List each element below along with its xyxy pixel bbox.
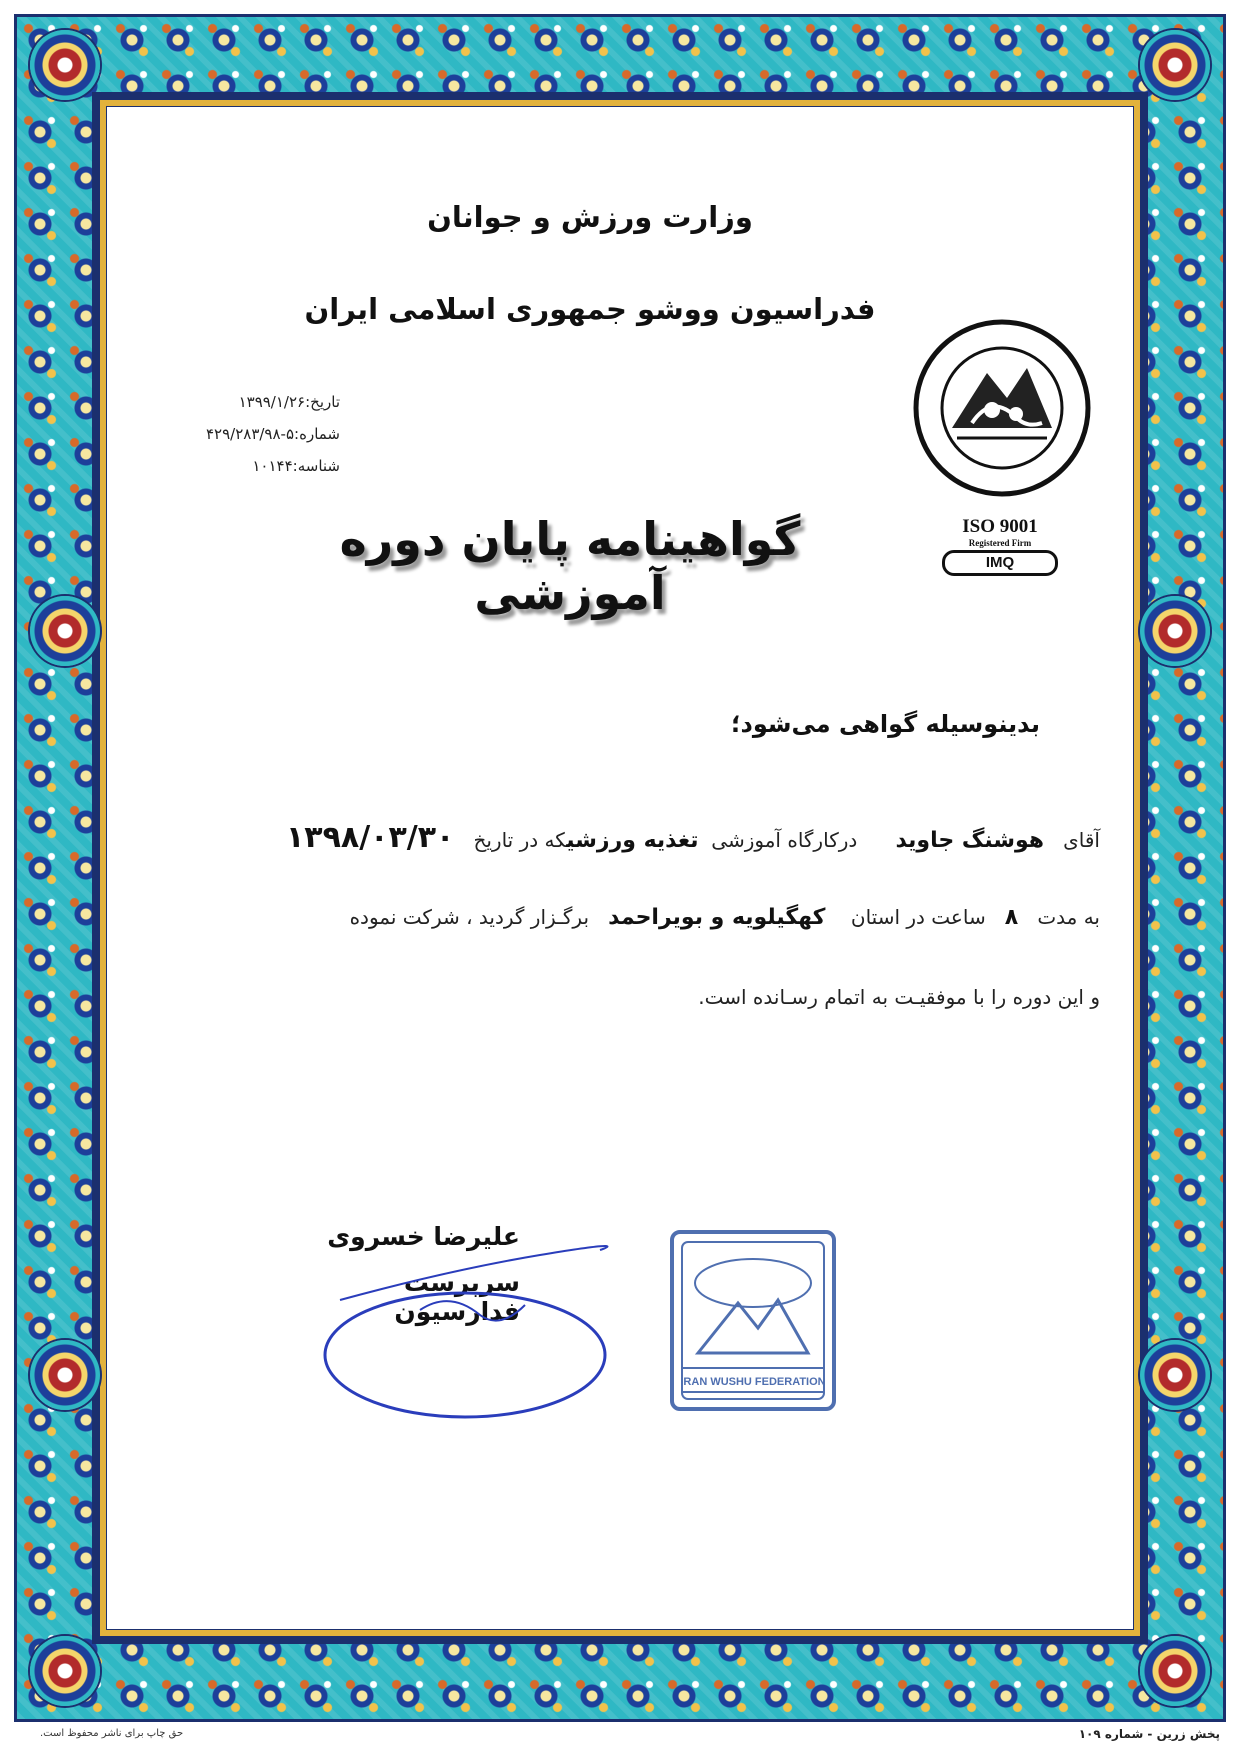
side-medallion-icon [1140, 1340, 1210, 1410]
meta-number [140, 425, 340, 443]
side-medallion-icon [30, 596, 100, 666]
official-stamp [668, 1228, 838, 1413]
meta-date [140, 393, 340, 411]
date-intro: که در تاریخ [473, 828, 567, 852]
meta-id-label: شناسه: [292, 457, 340, 475]
stamp-english-text: IRAN WUSHU FEDERATION [680, 1376, 826, 1388]
meta-date-label: تاریخ: [305, 393, 340, 411]
corner-medallion-icon [1140, 1636, 1210, 1706]
federation-seal-logo [912, 318, 1092, 498]
meta-id [140, 457, 340, 475]
signatory-name: علیرضا خسروی [327, 1222, 520, 1251]
federation-heading: فدراسیون ووشو جمهوری اسلامی ایران [304, 292, 876, 326]
course-date: ۱۳۹۸/۰۳/۳۰ [285, 820, 455, 855]
signatory-title: سرپرست فدارسیون [394, 1268, 520, 1326]
course-hours: ۸ [1004, 905, 1019, 930]
footer-rights: حق چاپ برای ناشر محفوظ است. [40, 1728, 184, 1739]
meta-number-value: ۵-۴۲۹/۲۸۳/۹۸ [205, 425, 295, 443]
corner-medallion-icon [1140, 30, 1210, 100]
body-line-3: و این دوره را با موفقیـت به اتمام رسـانده است. [698, 985, 1100, 1009]
iso-mark [935, 516, 1065, 576]
body-line-2 [120, 905, 1100, 930]
meta-id-value: ۱۰۱۴۴ [252, 457, 293, 475]
mr-label: آقای [1063, 828, 1100, 852]
held-text: برگـزار گردید ، شرکت نموده [349, 905, 590, 929]
iso-subtitle: Registered Firm [968, 538, 1032, 548]
person-name: هوشنگ جاوید [895, 828, 1045, 853]
side-medallion-icon [1140, 596, 1210, 666]
handwritten-signature [300, 1240, 630, 1440]
duration-intro: به مدت [1037, 905, 1100, 929]
iso-title: ISO 9001 [962, 516, 1038, 537]
workshop-intro: درکارگاه آموزشی [711, 828, 858, 852]
corner-medallion-icon [30, 1636, 100, 1706]
side-medallion-icon [30, 1340, 100, 1410]
footer-publisher: پخش زرین - شماره ۱۰۹ [1078, 1727, 1220, 1741]
ministry-heading: وزارت ورزش و جوانان [427, 200, 753, 234]
iso-badge: IMQ [942, 550, 1058, 576]
workshop-name: تغذیه ورزشی [566, 828, 699, 853]
certificate-title: گواهینامه پایان دوره آموزشی [339, 512, 801, 620]
corner-medallion-icon [30, 30, 100, 100]
body-line-1 [120, 820, 1100, 855]
certify-line: بدینوسیله گواهی می‌شود؛ [730, 710, 1040, 738]
hours-unit: ساعت در استان [850, 905, 986, 929]
province-name: کهگیلویه و بویراحمد [608, 905, 826, 930]
meta-number-label: شماره: [294, 425, 340, 443]
meta-date-value: ۱۳۹۹/۱/۲۶ [238, 393, 306, 411]
